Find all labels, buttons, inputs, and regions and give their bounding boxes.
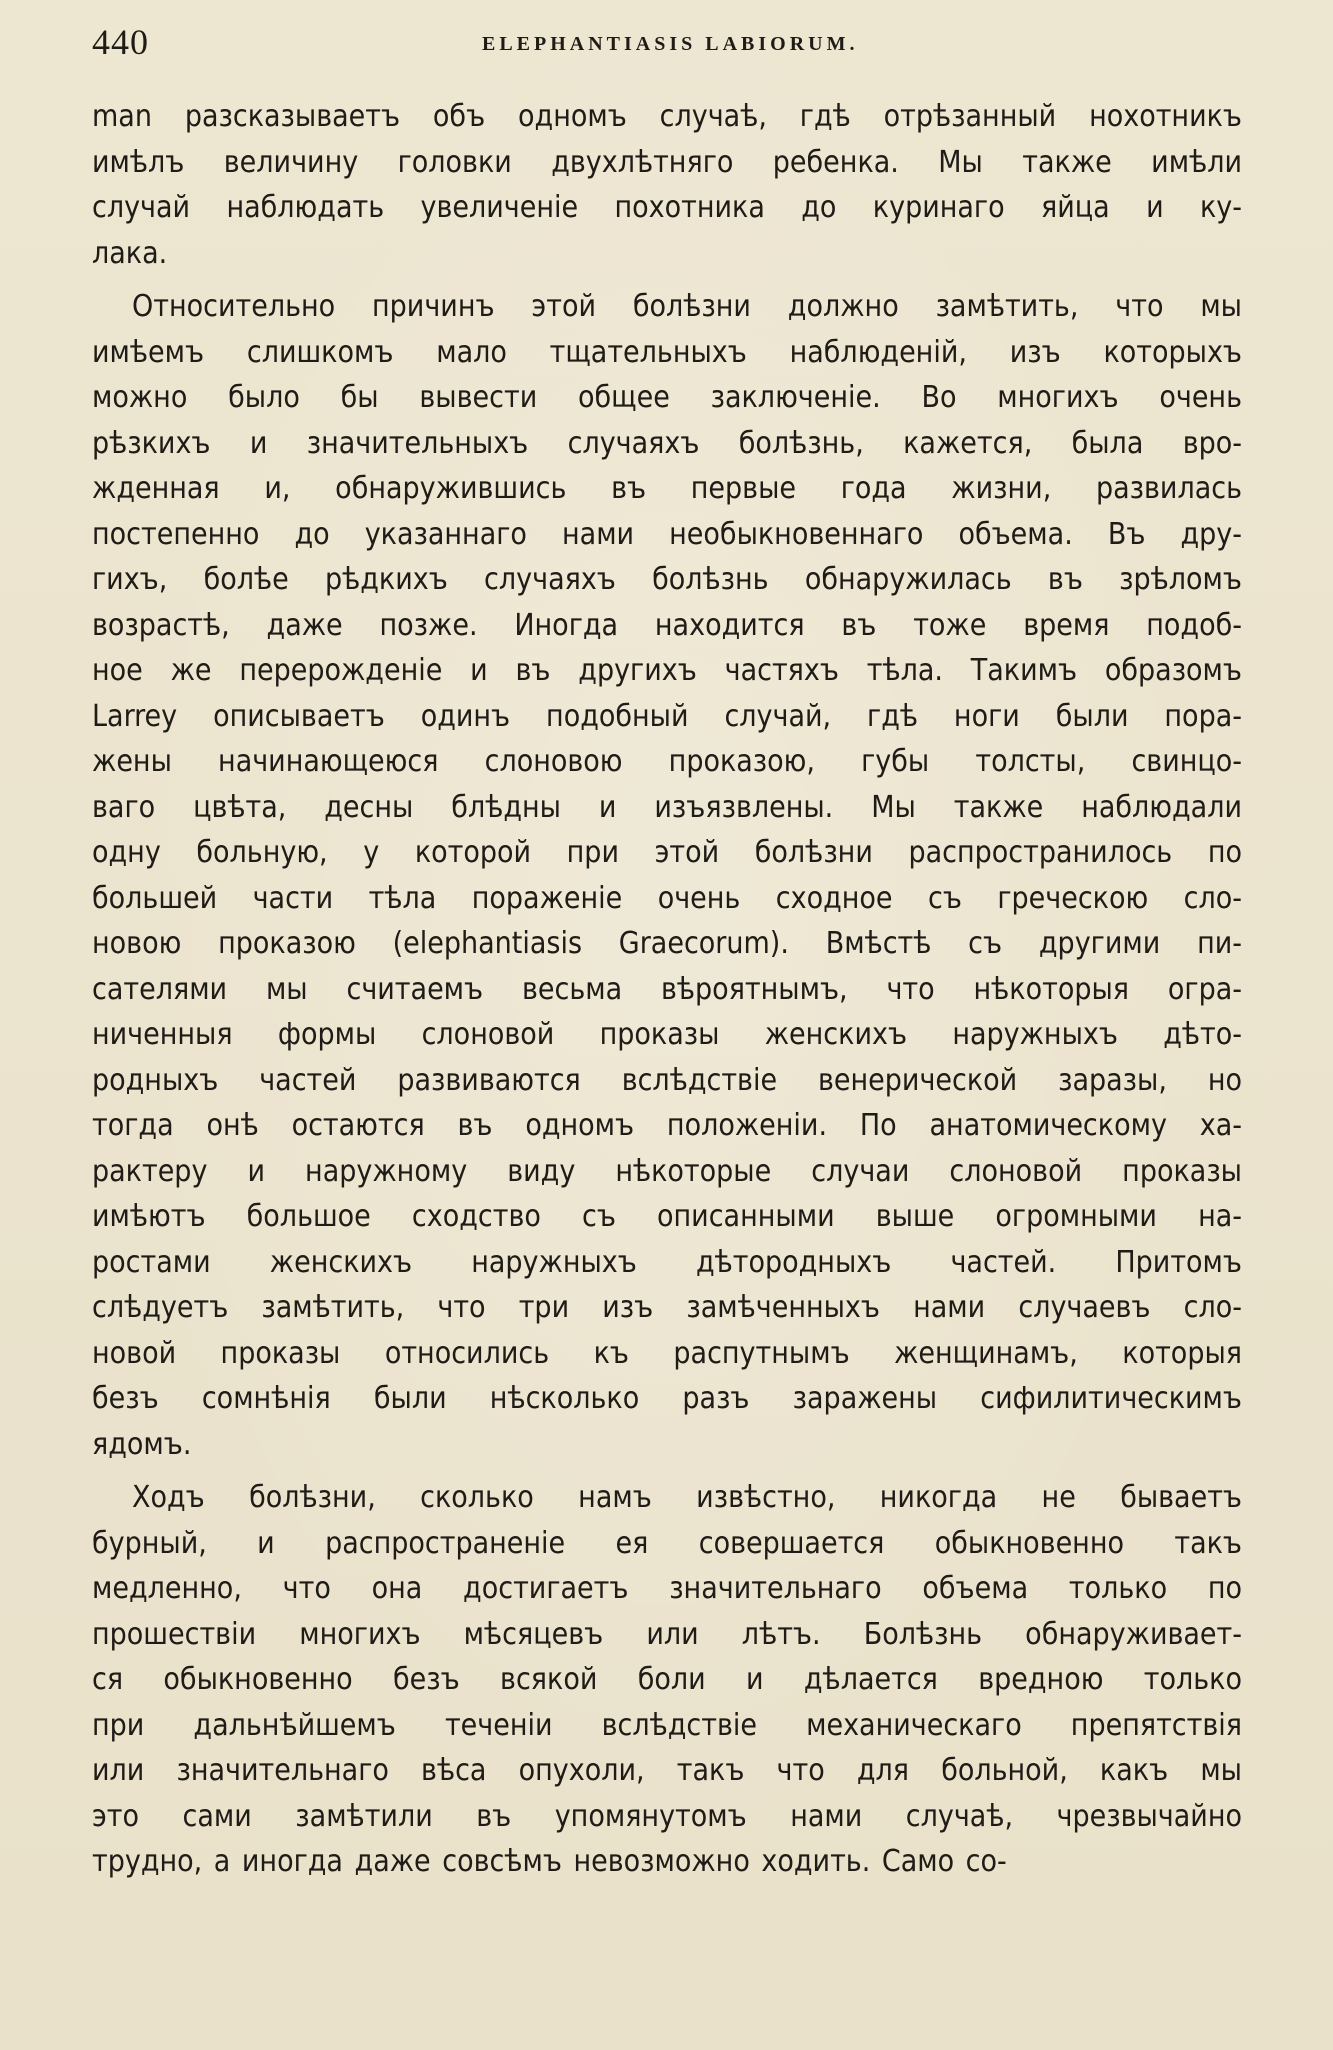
text-line: слѣдуетъ замѣтить, что три изъ замѣченныхъ нами случаевъ сло- bbox=[92, 1290, 1242, 1325]
text-line: ядомъ. bbox=[92, 1426, 192, 1462]
text-line: ное же перерожденіе и въ другихъ частяхъ тѣла. Такимъ образомъ bbox=[92, 653, 1242, 688]
text-line: медленно, что она достигаетъ значительнаго объема только по bbox=[92, 1571, 1242, 1606]
text-line: случай наблюдать увеличеніе похотника до куринаго яйца и ку- bbox=[92, 190, 1242, 225]
text-line: Ходъ болѣзни, сколько намъ извѣстно, никогда не бываетъ bbox=[132, 1480, 1242, 1515]
text-line: безъ сомнѣнія были нѣсколько разъ заражены сифилитическимъ bbox=[92, 1381, 1242, 1416]
text-line: можно было бы вывести общее заключеніе. Во многихъ очень bbox=[92, 380, 1242, 415]
text-line: имѣемъ слишкомъ мало тщательныхъ наблюденій, изъ которыхъ bbox=[92, 334, 1242, 370]
text-line: это сами замѣтили въ упомянутомъ нами случаѣ, чрезвычайно bbox=[92, 1798, 1242, 1834]
text-line: гихъ, болѣе рѣдкихъ случаяхъ болѣзнь обнаружилась въ зрѣломъ bbox=[92, 562, 1242, 597]
text-line: man разсказываетъ объ одномъ случаѣ, гдѣ отрѣзанный нохотникъ bbox=[92, 99, 1242, 134]
text-line: или значительнаго вѣса опухоли, такъ что для больной, какъ мы bbox=[92, 1753, 1242, 1788]
text-line: ся обыкновенно безъ всякой боли и дѣлается вредною только bbox=[92, 1662, 1242, 1697]
text-line: ваго цвѣта, десны блѣдны и изъязвлены. Мы также наблюдали bbox=[92, 789, 1242, 825]
text-line: возрастѣ, даже позже. Иногда находится въ тоже время подоб- bbox=[92, 607, 1242, 643]
text-line: сателями мы считаемъ весьма вѣроятнымъ, что нѣкоторыя огра- bbox=[92, 971, 1242, 1007]
text-line: новой проказы относились къ распутнымъ женщинамъ, которыя bbox=[92, 1335, 1242, 1371]
running-head bbox=[92, 22, 1242, 62]
text-line: родныхъ частей развиваются вслѣдствіе венерической заразы, но bbox=[92, 1062, 1242, 1098]
text-line: одну больную, у которой при этой болѣзни распространилось по bbox=[92, 835, 1242, 870]
text-line: ростами женскихъ наружныхъ дѣтородныхъ частей. Притомъ bbox=[92, 1244, 1242, 1280]
text-line: рактеру и наружному виду нѣкоторые случаи слоновой проказы bbox=[92, 1153, 1242, 1189]
text-line: рѣзкихъ и значительныхъ случаяхъ болѣзнь, кажется, была вро- bbox=[92, 425, 1242, 461]
body-text bbox=[92, 94, 1242, 1893]
text-line: постепенно до указаннаго нами необыкновеннаго объема. Въ дру- bbox=[92, 516, 1242, 552]
text-line: Относительно причинъ этой болѣзни должно замѣтить, что мы bbox=[132, 289, 1242, 324]
text-line: имѣлъ величину головки двухлѣтняго ребенка. Мы также имѣли bbox=[92, 144, 1242, 180]
paragraph bbox=[92, 1475, 1242, 1885]
text-line: большей части тѣла пораженіе очень сходное съ греческою сло- bbox=[92, 880, 1242, 916]
text-line: Larrey описываетъ одинъ подобный случай, гдѣ ноги были пора- bbox=[92, 698, 1242, 734]
text-line: новою проказою (elephantiasis Graecorum). Вмѣстѣ съ другими пи- bbox=[92, 926, 1242, 961]
page-number: 440 bbox=[92, 22, 149, 62]
text-line: жденная и, обнаружившись въ первые года жизни, развилась bbox=[92, 471, 1242, 506]
text-line: имѣютъ большое сходство съ описанными выше огромными на- bbox=[92, 1199, 1242, 1234]
text-line: бурный, и распространеніе ея совершается обыкновенно такъ bbox=[92, 1525, 1242, 1561]
text-line: при дальнѣйшемъ теченіи вслѣдствіе механическаго препятствія bbox=[92, 1707, 1242, 1743]
paragraph bbox=[92, 284, 1242, 1467]
text-line: лака. bbox=[92, 235, 168, 271]
text-line: ниченныя формы слоновой проказы женскихъ наружныхъ дѣто- bbox=[92, 1017, 1242, 1052]
text-line: жены начинающеюся слоновою проказою, губы толсты, свинцо- bbox=[92, 744, 1242, 779]
text-line: прошествіи многихъ мѣсяцевъ или лѣтъ. Болѣзнь обнаруживает- bbox=[92, 1616, 1242, 1652]
text-line: тогда онѣ остаются въ одномъ положеніи. По анатомическому ха- bbox=[92, 1108, 1242, 1143]
running-title: ELEPHANTIASIS LABIORUM. bbox=[482, 33, 859, 55]
paragraph bbox=[92, 94, 1242, 276]
text-line: трудно, а иногда даже совсѣмъ невозможно ходить. Само со- bbox=[92, 1844, 1007, 1879]
